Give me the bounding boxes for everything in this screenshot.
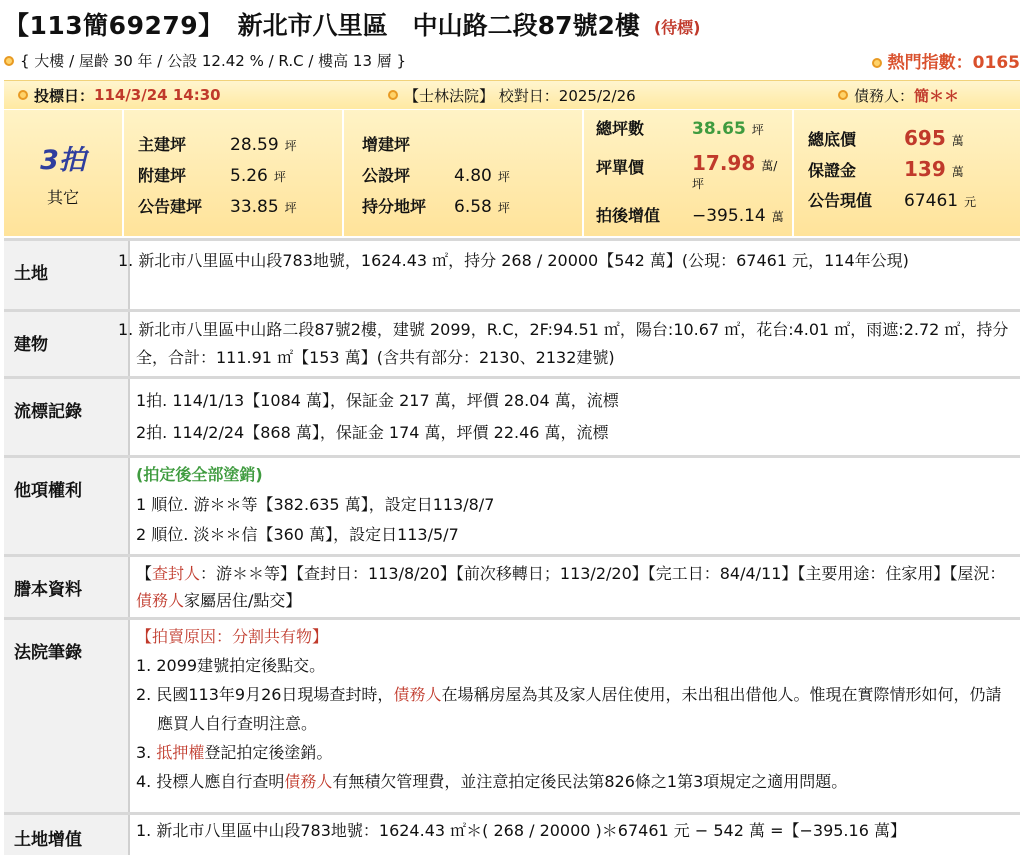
rights-label: 他項權利 xyxy=(4,458,130,554)
reserve-column xyxy=(794,110,1020,236)
unit-price: 坪單價 17.98 萬/ 坪 xyxy=(596,151,778,191)
note-item: 2. 民國113年9月26日現場查封時，債務人在場稱房屋為其及家人居住使用，未出租出借他人。惟現在實際情形如何，仍請應買人自行查明注意。 xyxy=(136,685,1002,733)
note-item: 3. 抵押權登記拍定後塗銷。 xyxy=(136,743,333,762)
attributes xyxy=(4,50,406,71)
case-number: 【113簡69279】 xyxy=(4,11,224,40)
rights-header: (拍定後全部塗銷) xyxy=(136,465,263,484)
title-bar xyxy=(4,6,1020,42)
announced-value: 公告現值 67461 元 xyxy=(808,191,977,211)
area-column-2 xyxy=(344,110,584,236)
hot-index-value: 0165 xyxy=(972,52,1020,73)
round-cell xyxy=(4,110,124,236)
status-badge: (待標) xyxy=(653,17,701,37)
bullet-icon xyxy=(838,90,848,100)
rights-item: 1 順位. 游＊＊等【382.635 萬】，設定日113/8/7 xyxy=(136,495,495,514)
area-column-1 xyxy=(124,110,344,236)
hot-index xyxy=(872,48,1020,73)
property-type: 其它 xyxy=(46,188,79,207)
note-item: 1. 2099建號拍定後點交。 xyxy=(136,656,326,675)
notes-label: 法院筆錄 xyxy=(4,620,130,812)
land-share-area: 持分地坪 6.58 坪 xyxy=(362,197,510,217)
post-auction-appreciation: 拍後增值 −395.14 萬 xyxy=(596,206,784,226)
history-item: 2拍. 114/2/24【868 萬】，保証金 174 萬，坪價 22.46 萬，流標 xyxy=(136,423,609,442)
bullet-icon xyxy=(388,90,398,100)
price-column xyxy=(584,110,794,236)
land-tax-row xyxy=(4,812,1020,855)
reserve-price: 總底價 695 萬 xyxy=(808,126,964,150)
announced-building-area: 公告建坪 33.85 坪 xyxy=(138,197,297,217)
bullet-icon xyxy=(18,90,28,100)
summary-panel xyxy=(4,110,1020,236)
extension-area: 增建坪 xyxy=(362,135,411,154)
history-label: 流標記錄 xyxy=(4,379,130,455)
bid-date xyxy=(4,85,388,106)
building-row xyxy=(4,309,1020,376)
debtor-value: 簡＊＊ xyxy=(914,86,960,105)
history-item: 1拍. 114/1/13【1084 萬】，保証金 217 萬，坪價 28.04 萬，流標 xyxy=(136,391,619,410)
land-tax-text: 1. 新北市八里區中山段783地號：1624.43 ㎡＊( 268 / 20000 )＊67461 元 − 542 萬 =【−395.16 萬】 xyxy=(136,821,906,840)
register-label: 謄本資料 xyxy=(4,557,130,617)
date-bar xyxy=(4,80,1020,109)
bid-date-value: 114/3/24 14:30 xyxy=(94,86,221,104)
note-item: 4. 投標人應自行查明債務人有無積欠管理費，並注意拍定後民法第826條之1第3項規定之適用問題。 xyxy=(136,772,848,791)
register-text: 【查封人：游＊＊等】【查封日：113/8/20】【前次移轉日；113/2/20】【完工日：84/4/11】【主要用途：住家用】【屋況：債務人家屬居住/點交】 xyxy=(136,564,1006,610)
rights-item: 2 順位. 淡＊＊信【360 萬】，設定日113/5/7 xyxy=(136,525,459,544)
total-area: 總坪數 38.65 坪 xyxy=(596,119,764,139)
bid-date-label: 投標日： xyxy=(34,86,95,105)
building-text: 1. 新北市八里區中山路二段87號2樓，建號 2099，R.C，2F:94.51 ㎡，陽台:10.67 ㎡，花台:4.01 ㎡，雨遮:2.72 ㎡，持分全，合計：111.91 ㎡【153 萬】(含共有部分：2130、2132建號) xyxy=(118,320,1009,367)
land-row xyxy=(4,238,1020,309)
land-text: 1. 新北市八里區中山段783地號，1624.43 ㎡，持分 268 / 20000【542 萬】(公現：67461 元，114年公現) xyxy=(118,251,909,270)
land-tax-label: 土地增值 xyxy=(4,815,130,855)
register-row xyxy=(4,554,1020,617)
land-label: 土地 xyxy=(4,241,130,309)
common-area: 公設坪 4.80 坪 xyxy=(362,166,510,186)
debtor-label: 債務人： xyxy=(854,86,915,105)
history-row xyxy=(4,376,1020,455)
court-info xyxy=(388,85,838,106)
attributes-text: { 大樓 / 屋齡 30 年 / 公設 12.42 % / R.C / 樓高 13 層 } xyxy=(20,51,407,70)
main-building-area: 主建坪 28.59 坪 xyxy=(138,135,297,155)
hot-index-label: 熱門指數： xyxy=(887,52,973,73)
property-address: 新北市八里區 中山路二段87號2樓 xyxy=(237,11,640,40)
bullet-icon xyxy=(4,56,14,66)
accessory-building-area: 附建坪 5.26 坪 xyxy=(138,166,286,186)
auction-round: 3拍 xyxy=(40,145,86,176)
bullet-icon xyxy=(872,58,882,68)
rights-row xyxy=(4,455,1020,554)
attributes-bar xyxy=(4,48,1020,72)
building-label: 建物 xyxy=(4,312,130,376)
debtor xyxy=(838,85,1020,106)
notes-reason: 【拍賣原因：分割共有物】 xyxy=(136,627,329,646)
court-text: 【士林法院】 校對日：2025/2/26 xyxy=(404,86,636,105)
deposit: 保證金 139 萬 xyxy=(808,157,964,181)
notes-row xyxy=(4,617,1020,812)
detail-table xyxy=(4,238,1020,855)
